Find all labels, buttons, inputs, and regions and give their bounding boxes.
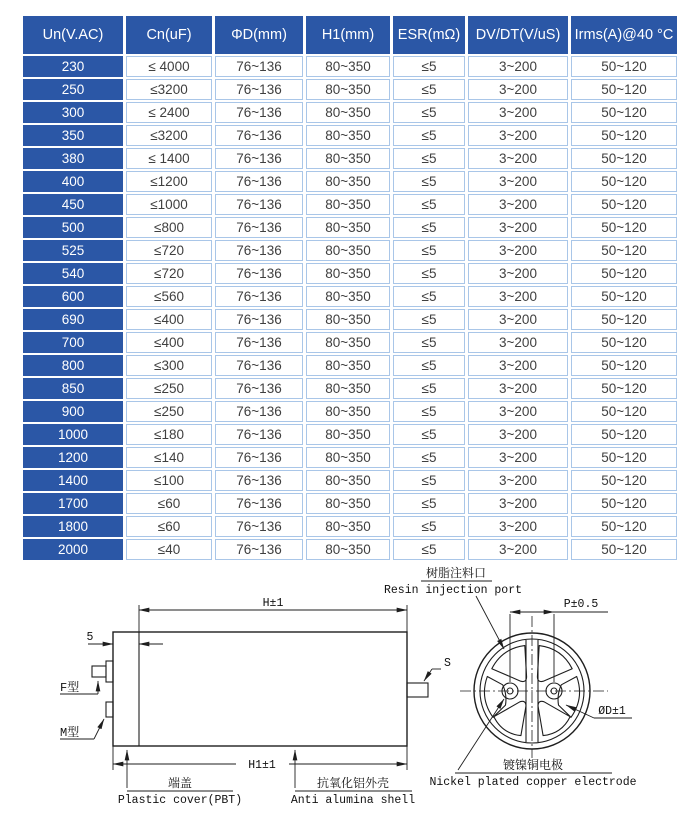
spec-cell: 80~350: [306, 125, 390, 146]
spec-cell: 50~120: [571, 378, 677, 399]
spec-cell: ≤400: [126, 332, 212, 353]
spec-cell: ≤3200: [126, 79, 212, 100]
spec-cell: 80~350: [306, 240, 390, 261]
table-row: [23, 355, 677, 376]
table-row: [23, 194, 677, 215]
spec-cell: ≤60: [126, 516, 212, 537]
table-row: [23, 401, 677, 422]
spec-cell: ≤5: [393, 171, 465, 192]
voltage-cell: 2000: [23, 539, 123, 560]
spec-cell: ≤5: [393, 539, 465, 560]
spec-cell: 76~136: [215, 516, 303, 537]
spec-cell: 76~136: [215, 217, 303, 238]
spec-cell: 50~120: [571, 516, 677, 537]
voltage-cell: 600: [23, 286, 123, 307]
spec-cell: 3~200: [468, 148, 568, 169]
spec-cell: ≤5: [393, 125, 465, 146]
spec-cell: 80~350: [306, 378, 390, 399]
spec-cell: 50~120: [571, 125, 677, 146]
table-row: [23, 309, 677, 330]
spec-cell: 80~350: [306, 263, 390, 284]
f-type-label: F型: [60, 681, 80, 695]
table-row: [23, 516, 677, 537]
spec-cell: 80~350: [306, 447, 390, 468]
spec-cell: 76~136: [215, 286, 303, 307]
spec-cell: 80~350: [306, 286, 390, 307]
voltage-cell: 850: [23, 378, 123, 399]
spec-cell: 76~136: [215, 332, 303, 353]
voltage-cell: 1400: [23, 470, 123, 491]
spec-cell: 76~136: [215, 378, 303, 399]
spec-cell: 50~120: [571, 148, 677, 169]
voltage-cell: 450: [23, 194, 123, 215]
spec-cell: ≤5: [393, 447, 465, 468]
spec-table-body: [23, 56, 677, 560]
voltage-cell: 540: [23, 263, 123, 284]
electrode-label-cn: 镀镍铜电极: [502, 759, 564, 773]
spec-cell: 50~120: [571, 332, 677, 353]
end-view: [384, 565, 637, 789]
spec-cell: 76~136: [215, 263, 303, 284]
spec-cell: ≤5: [393, 56, 465, 77]
spec-cell: 80~350: [306, 171, 390, 192]
column-header: ΦD(mm): [215, 16, 303, 54]
spec-cell: 80~350: [306, 309, 390, 330]
spec-cell: 80~350: [306, 102, 390, 123]
spec-cell: ≤180: [126, 424, 212, 445]
voltage-cell: 690: [23, 309, 123, 330]
table-row: [23, 125, 677, 146]
spec-cell: ≤ 4000: [126, 56, 212, 77]
spec-cell: 3~200: [468, 102, 568, 123]
spec-cell: 80~350: [306, 424, 390, 445]
f-terminal-flange: [106, 661, 113, 682]
spec-cell: 3~200: [468, 539, 568, 560]
spec-cell: 3~200: [468, 493, 568, 514]
spec-cell: 80~350: [306, 217, 390, 238]
voltage-cell: 250: [23, 79, 123, 100]
spec-cell: 76~136: [215, 539, 303, 560]
h1-dim-text: H1±1: [248, 759, 276, 772]
spec-cell: 3~200: [468, 263, 568, 284]
spec-cell: ≤5: [393, 102, 465, 123]
voltage-cell: 500: [23, 217, 123, 238]
spec-cell: 50~120: [571, 102, 677, 123]
table-row: [23, 79, 677, 100]
spec-cell: ≤40: [126, 539, 212, 560]
spec-cell: 76~136: [215, 56, 303, 77]
table-row: [23, 378, 677, 399]
m-type-label: M型: [60, 726, 80, 740]
spec-cell: 76~136: [215, 424, 303, 445]
spec-cell: ≤720: [126, 263, 212, 284]
spec-cell: 76~136: [215, 401, 303, 422]
spec-cell: ≤400: [126, 309, 212, 330]
spec-cell: 3~200: [468, 309, 568, 330]
spec-cell: 76~136: [215, 125, 303, 146]
resin-label-en: Resin injection port: [383, 584, 523, 597]
spec-table: [20, 14, 680, 562]
spec-cell: 3~200: [468, 125, 568, 146]
spec-cell: 80~350: [306, 493, 390, 514]
spec-cell: 3~200: [468, 424, 568, 445]
column-header: ESR(mΩ): [393, 16, 465, 54]
spec-cell: ≤5: [393, 194, 465, 215]
spec-table-head: [23, 16, 677, 54]
spec-cell: ≤60: [126, 493, 212, 514]
voltage-cell: 700: [23, 332, 123, 353]
spec-cell: ≤5: [393, 332, 465, 353]
spec-cell: ≤5: [393, 79, 465, 100]
table-row: [23, 217, 677, 238]
spec-cell: 50~120: [571, 424, 677, 445]
spec-cell: ≤800: [126, 217, 212, 238]
spec-cell: 76~136: [215, 148, 303, 169]
cover-label-en: Plastic cover(PBT): [117, 794, 243, 807]
spec-cell: 3~200: [468, 217, 568, 238]
spec-cell: 3~200: [468, 401, 568, 422]
spec-cell: 76~136: [215, 493, 303, 514]
spec-cell: ≤560: [126, 286, 212, 307]
spec-cell: 3~200: [468, 171, 568, 192]
spec-cell: 3~200: [468, 470, 568, 491]
spec-cell: 76~136: [215, 470, 303, 491]
spec-cell: 80~350: [306, 332, 390, 353]
h-dim-text: H±1: [262, 597, 284, 610]
s-label: S: [444, 657, 451, 670]
voltage-cell: 1000: [23, 424, 123, 445]
spec-cell: ≤ 2400: [126, 102, 212, 123]
spec-cell: ≤720: [126, 240, 212, 261]
spec-cell: 80~350: [306, 539, 390, 560]
shell-label-en: Anti alumina shell: [290, 794, 416, 807]
spec-cell: ≤5: [393, 355, 465, 376]
spec-cell: ≤ 1400: [126, 148, 212, 169]
spec-cell: ≤250: [126, 401, 212, 422]
cover-label-cn: 端盖: [167, 777, 193, 791]
voltage-cell: 400: [23, 171, 123, 192]
voltage-cell: 230: [23, 56, 123, 77]
electrode-label-en: Nickel plated copper electrode: [429, 776, 637, 789]
spec-cell: ≤5: [393, 148, 465, 169]
resin-leader-arrow: [476, 596, 504, 649]
column-header: H1(mm): [306, 16, 390, 54]
spec-cell: 50~120: [571, 194, 677, 215]
spec-cell: 80~350: [306, 79, 390, 100]
table-row: [23, 171, 677, 192]
spec-cell: ≤5: [393, 217, 465, 238]
spec-cell: 80~350: [306, 56, 390, 77]
spec-cell: ≤5: [393, 470, 465, 491]
spec-cell: 3~200: [468, 194, 568, 215]
spec-cell: 76~136: [215, 171, 303, 192]
spec-cell: ≤5: [393, 493, 465, 514]
spec-cell: 50~120: [571, 401, 677, 422]
voltage-cell: 800: [23, 355, 123, 376]
spec-cell: ≤5: [393, 263, 465, 284]
voltage-cell: 525: [23, 240, 123, 261]
spec-cell: 80~350: [306, 355, 390, 376]
m-terminal-stub: [106, 702, 113, 717]
spec-cell: ≤5: [393, 240, 465, 261]
table-row: [23, 424, 677, 445]
spec-cell: 50~120: [571, 263, 677, 284]
s-terminal: [407, 683, 428, 697]
voltage-cell: 380: [23, 148, 123, 169]
table-row: [23, 102, 677, 123]
spec-cell: 50~120: [571, 79, 677, 100]
table-row: [23, 56, 677, 77]
spec-cell: 3~200: [468, 240, 568, 261]
spec-cell: ≤1000: [126, 194, 212, 215]
spec-cell: ≤100: [126, 470, 212, 491]
column-header: Cn(uF): [126, 16, 212, 54]
spec-cell: ≤5: [393, 516, 465, 537]
spec-cell: 80~350: [306, 194, 390, 215]
spec-cell: 3~200: [468, 332, 568, 353]
spec-cell: ≤5: [393, 424, 465, 445]
dimension-diagram: [0, 548, 700, 818]
spec-cell: 76~136: [215, 355, 303, 376]
spec-cell: 80~350: [306, 401, 390, 422]
spec-cell: 3~200: [468, 56, 568, 77]
column-header: DV/DT(V/uS): [468, 16, 568, 54]
table-row: [23, 263, 677, 284]
table-row: [23, 148, 677, 169]
spec-cell: ≤300: [126, 355, 212, 376]
table-row: [23, 447, 677, 468]
spec-cell: 3~200: [468, 355, 568, 376]
column-header: Un(V.AC): [23, 16, 123, 54]
five-dim-text: 5: [86, 631, 94, 644]
spec-cell: ≤3200: [126, 125, 212, 146]
table-row: [23, 332, 677, 353]
spec-cell: 50~120: [571, 286, 677, 307]
column-header: Irms(A)@40 °C: [571, 16, 677, 54]
od-dim-text: ØD±1: [598, 705, 626, 718]
spec-cell: 50~120: [571, 171, 677, 192]
spec-cell: 50~120: [571, 539, 677, 560]
table-row: [23, 240, 677, 261]
spec-cell: 76~136: [215, 102, 303, 123]
spec-cell: 76~136: [215, 194, 303, 215]
spec-cell: 76~136: [215, 240, 303, 261]
spec-cell: 50~120: [571, 355, 677, 376]
electrode-leader-arrow: [458, 699, 504, 770]
spec-cell: ≤5: [393, 309, 465, 330]
voltage-cell: 1700: [23, 493, 123, 514]
capacitor-body: [113, 632, 407, 746]
spec-cell: 3~200: [468, 447, 568, 468]
spec-cell: 50~120: [571, 56, 677, 77]
spec-cell: ≤250: [126, 378, 212, 399]
spec-cell: ≤140: [126, 447, 212, 468]
spec-cell: 50~120: [571, 217, 677, 238]
header-row: [23, 16, 677, 54]
spec-cell: 80~350: [306, 470, 390, 491]
spec-cell: 50~120: [571, 447, 677, 468]
spec-cell: 50~120: [571, 493, 677, 514]
voltage-cell: 300: [23, 102, 123, 123]
spec-cell: 76~136: [215, 447, 303, 468]
spec-cell: ≤1200: [126, 171, 212, 192]
spec-cell: 50~120: [571, 470, 677, 491]
f-terminal-pin: [92, 666, 106, 677]
table-row: [23, 493, 677, 514]
voltage-cell: 1200: [23, 447, 123, 468]
spec-cell: 76~136: [215, 309, 303, 330]
spec-cell: ≤5: [393, 286, 465, 307]
spec-cell: 50~120: [571, 309, 677, 330]
spec-cell: 50~120: [571, 240, 677, 261]
p-dim-text: P±0.5: [563, 598, 599, 611]
s-leader-arrow: [424, 669, 432, 681]
spec-cell: 80~350: [306, 516, 390, 537]
spec-cell: ≤5: [393, 378, 465, 399]
spec-cell: 3~200: [468, 378, 568, 399]
spec-cell: 3~200: [468, 516, 568, 537]
spec-cell: 76~136: [215, 79, 303, 100]
voltage-cell: 1800: [23, 516, 123, 537]
voltage-cell: 350: [23, 125, 123, 146]
spec-cell: ≤5: [393, 401, 465, 422]
m-leader-arrow: [94, 719, 104, 739]
table-row: [23, 286, 677, 307]
table-row: [23, 470, 677, 491]
spec-cell: 3~200: [468, 286, 568, 307]
spec-cell: 80~350: [306, 148, 390, 169]
spec-cell: 3~200: [468, 79, 568, 100]
side-view: [60, 597, 451, 807]
voltage-cell: 900: [23, 401, 123, 422]
resin-label-cn: 树脂注料口: [425, 567, 487, 581]
shell-label-cn: 抗氧化铝外壳: [316, 777, 390, 791]
